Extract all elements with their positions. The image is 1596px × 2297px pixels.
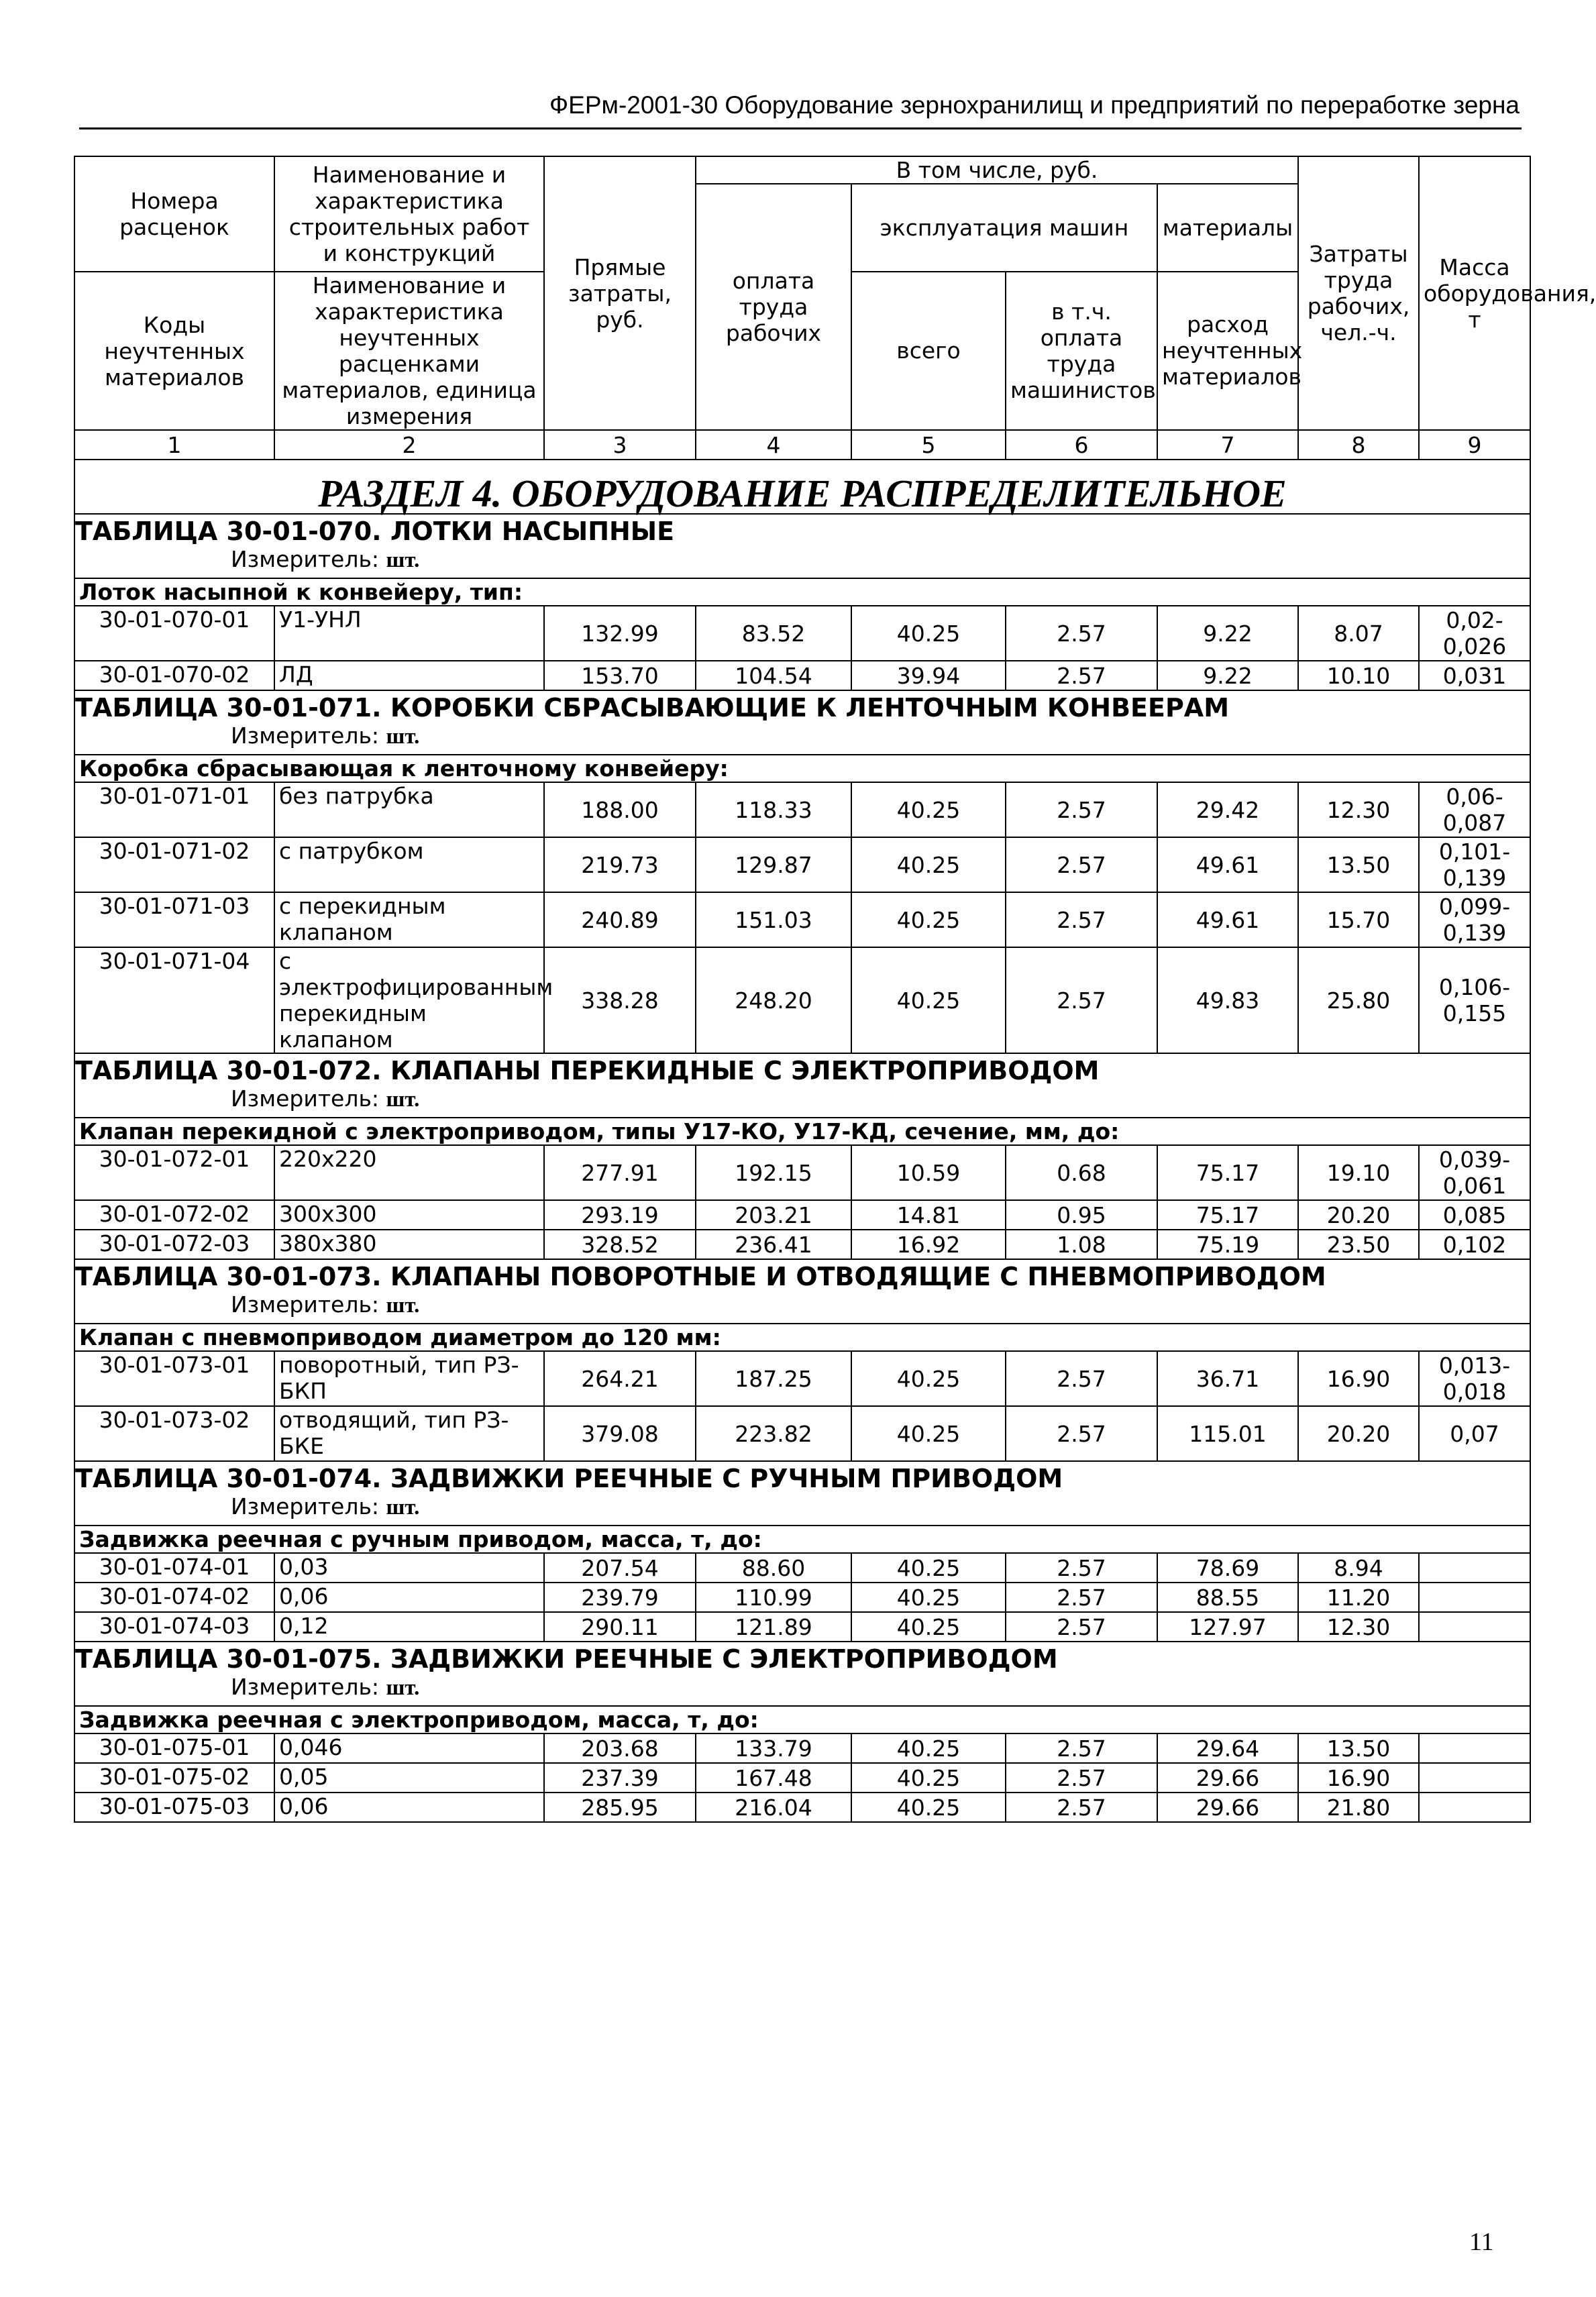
rates-table (74, 156, 1596, 1823)
labor-hours: 15.70 (1298, 892, 1419, 947)
work-description: 0,06 (274, 1793, 544, 1822)
column-number: 7 (1157, 430, 1298, 460)
direct-costs: 264.21 (544, 1351, 696, 1406)
labor-hours: 23.50 (1298, 1230, 1419, 1259)
direct-costs: 240.89 (544, 892, 696, 947)
materials-cost: 75.17 (1157, 1145, 1298, 1200)
machines-total: 40.25 (851, 1763, 1006, 1793)
machines-total: 10.59 (851, 1145, 1006, 1200)
direct-costs: 207.54 (544, 1553, 696, 1583)
col-direct-costs-header: Прямые затраты, руб. (544, 156, 696, 430)
labor-hours: 11.20 (1298, 1583, 1419, 1612)
direct-costs: 188.00 (544, 782, 696, 837)
rate-code: 30-01-075-01 (74, 1733, 274, 1763)
table-title: ТАБЛИЦА 30-01-074. ЗАДВИЖКИ РЕЕЧНЫЕ С РУЧНЫМ ПРИВОДОМ (75, 1464, 1063, 1493)
worker-wages: 203.21 (696, 1200, 851, 1230)
table-row (74, 947, 1530, 1053)
table-row (74, 1200, 1530, 1230)
machines-total: 40.25 (851, 947, 1006, 1053)
equipment-mass: 0,101-0,139 (1419, 837, 1530, 892)
measure-unit: шт. (386, 1495, 420, 1519)
labor-hours: 20.20 (1298, 1406, 1419, 1461)
labor-hours: 25.80 (1298, 947, 1419, 1053)
col-codes-header: Номера расценок (74, 156, 274, 272)
table-row (74, 782, 1530, 837)
table-measure (75, 1084, 1530, 1117)
equipment-mass: 0,06-0,087 (1419, 782, 1530, 837)
direct-costs: 379.08 (544, 1406, 696, 1461)
column-number: 4 (696, 430, 851, 460)
table-row (74, 1351, 1530, 1406)
table-measure (75, 1290, 1530, 1323)
table-row (74, 1763, 1530, 1793)
rate-code: 30-01-073-02 (74, 1406, 274, 1461)
header-rule (79, 127, 1522, 129)
equipment-mass: 0,099-0,139 (1419, 892, 1530, 947)
measure-label: Измеритель: (231, 1085, 380, 1112)
worker-wages: 248.20 (696, 947, 851, 1053)
machinist-wages: 2.57 (1006, 1351, 1157, 1406)
materials-cost: 29.66 (1157, 1793, 1298, 1822)
machinist-wages: 2.57 (1006, 1553, 1157, 1583)
work-description: поворотный, тип РЗ-БКП (274, 1351, 544, 1406)
rate-code: 30-01-072-01 (74, 1145, 274, 1200)
equipment-mass: 0,085 (1419, 1200, 1530, 1230)
equipment-mass (1419, 1612, 1530, 1642)
measure-label: Измеритель: (231, 723, 380, 749)
machinist-wages: 2.57 (1006, 892, 1157, 947)
rate-code: 30-01-073-01 (74, 1351, 274, 1406)
worker-wages: 110.99 (696, 1583, 851, 1612)
machines-total: 40.25 (851, 1406, 1006, 1461)
worker-wages: 121.89 (696, 1612, 851, 1642)
col-machines-header: эксплуатация машин (851, 184, 1157, 272)
materials-cost: 75.17 (1157, 1200, 1298, 1230)
table-row (74, 1733, 1530, 1763)
labor-hours: 19.10 (1298, 1145, 1419, 1200)
labor-hours: 8.94 (1298, 1553, 1419, 1583)
column-number: 6 (1006, 430, 1157, 460)
work-description: 0,12 (274, 1612, 544, 1642)
labor-hours: 12.30 (1298, 782, 1419, 837)
materials-cost: 49.83 (1157, 947, 1298, 1053)
direct-costs: 290.11 (544, 1612, 696, 1642)
direct-costs: 338.28 (544, 947, 696, 1053)
column-number: 8 (1298, 430, 1419, 460)
col-material-codes-header: Коды неучтенных материалов (74, 272, 274, 430)
machines-total: 39.94 (851, 661, 1006, 690)
work-description: отводящий, тип РЗ-БКЕ (274, 1406, 544, 1461)
equipment-mass (1419, 1583, 1530, 1612)
machines-total: 40.25 (851, 1612, 1006, 1642)
labor-hours: 8.07 (1298, 606, 1419, 661)
group-heading: Коробка сбрасывающая к ленточному конвейеру: (79, 755, 729, 782)
column-number: 9 (1419, 430, 1530, 460)
machines-total: 40.25 (851, 606, 1006, 661)
work-description: с патрубком (274, 837, 544, 892)
worker-wages: 192.15 (696, 1145, 851, 1200)
group-heading: Клапан перекидной с электроприводом, типы У17-КО, У17-КД, сечение, мм, до: (79, 1118, 1120, 1144)
machinist-wages: 2.57 (1006, 1763, 1157, 1793)
table-title: ТАБЛИЦА 30-01-075. ЗАДВИЖКИ РЕЕЧНЫЕ С ЭЛЕКТРОПРИВОДОМ (75, 1644, 1058, 1674)
table-title: ТАБЛИЦА 30-01-073. КЛАПАНЫ ПОВОРОТНЫЕ И ОТВОДЯЩИЕ С ПНЕВМОПРИВОДОМ (75, 1262, 1326, 1291)
work-description: 0,046 (274, 1733, 544, 1763)
measure-unit: шт. (386, 1087, 420, 1112)
labor-hours: 10.10 (1298, 661, 1419, 690)
materials-cost: 115.01 (1157, 1406, 1298, 1461)
work-description: с перекидным клапаном (274, 892, 544, 947)
labor-hours: 21.80 (1298, 1793, 1419, 1822)
work-description: 220х220 (274, 1145, 544, 1200)
worker-wages: 216.04 (696, 1793, 851, 1822)
direct-costs: 219.73 (544, 837, 696, 892)
labor-hours: 13.50 (1298, 837, 1419, 892)
machinist-wages: 2.57 (1006, 1793, 1157, 1822)
col-including-header: В том числе, руб. (696, 156, 1298, 184)
worker-wages: 83.52 (696, 606, 851, 661)
direct-costs: 153.70 (544, 661, 696, 690)
table-title: ТАБЛИЦА 30-01-071. КОРОБКИ СБРАСЫВАЮЩИЕ К ЛЕНТОЧНЫМ КОНВЕЕРАМ (75, 693, 1230, 723)
labor-hours: 16.90 (1298, 1763, 1419, 1793)
machinist-wages: 2.57 (1006, 1583, 1157, 1612)
worker-wages: 133.79 (696, 1733, 851, 1763)
table-title: ТАБЛИЦА 30-01-070. ЛОТКИ НАСЫПНЫЕ (75, 517, 675, 546)
machines-total: 40.25 (851, 1733, 1006, 1763)
direct-costs: 237.39 (544, 1763, 696, 1793)
table-row (74, 1145, 1530, 1200)
machinist-wages: 2.57 (1006, 1406, 1157, 1461)
work-description: без патрубка (274, 782, 544, 837)
rate-code: 30-01-071-04 (74, 947, 274, 1053)
labor-hours: 12.30 (1298, 1612, 1419, 1642)
materials-cost: 78.69 (1157, 1553, 1298, 1583)
rate-code: 30-01-070-02 (74, 661, 274, 690)
materials-cost: 49.61 (1157, 892, 1298, 947)
machines-total: 40.25 (851, 1583, 1006, 1612)
machines-total: 40.25 (851, 1351, 1006, 1406)
table-row (74, 892, 1530, 947)
measure-unit: шт. (386, 548, 420, 572)
direct-costs: 239.79 (544, 1583, 696, 1612)
machinist-wages: 2.57 (1006, 947, 1157, 1053)
table-row (74, 1793, 1530, 1822)
direct-costs: 293.19 (544, 1200, 696, 1230)
work-description: с электрофицированным перекидным клапаном (274, 947, 544, 1053)
table-row (74, 1553, 1530, 1583)
col-labor-header: Затраты труда рабочих, чел.-ч. (1298, 156, 1419, 430)
machinist-wages: 2.57 (1006, 1612, 1157, 1642)
machines-total: 40.25 (851, 837, 1006, 892)
measure-label: Измеритель: (231, 1674, 380, 1700)
section-title: РАЗДЕЛ 4. ОБОРУДОВАНИЕ РАСПРЕДЕЛИТЕЛЬНОЕ (318, 472, 1287, 515)
column-number: 3 (544, 430, 696, 460)
measure-unit: шт. (386, 725, 420, 749)
labor-hours: 20.20 (1298, 1200, 1419, 1230)
machines-total: 40.25 (851, 1793, 1006, 1822)
labor-hours: 13.50 (1298, 1733, 1419, 1763)
worker-wages: 104.54 (696, 661, 851, 690)
table-row (74, 1406, 1530, 1461)
work-description: 0,03 (274, 1553, 544, 1583)
machinist-wages: 0.68 (1006, 1145, 1157, 1200)
machinist-wages: 0.95 (1006, 1200, 1157, 1230)
machinist-wages: 1.08 (1006, 1230, 1157, 1259)
direct-costs: 132.99 (544, 606, 696, 661)
col-unaccounted-materials-header: расход неучтенных материалов (1157, 272, 1298, 431)
work-description: 0,05 (274, 1763, 544, 1793)
col-wages-header: оплата труда рабочих (696, 184, 851, 430)
direct-costs: 285.95 (544, 1793, 696, 1822)
worker-wages: 129.87 (696, 837, 851, 892)
table-row (74, 837, 1530, 892)
page-number: 11 (1469, 2228, 1494, 2256)
materials-cost: 127.97 (1157, 1612, 1298, 1642)
column-number: 5 (851, 430, 1006, 460)
labor-hours: 16.90 (1298, 1351, 1419, 1406)
worker-wages: 187.25 (696, 1351, 851, 1406)
rate-code: 30-01-070-01 (74, 606, 274, 661)
table-row (74, 1583, 1530, 1612)
table-measure (75, 1492, 1530, 1525)
equipment-mass: 0,102 (1419, 1230, 1530, 1259)
equipment-mass (1419, 1733, 1530, 1763)
equipment-mass: 0,039-0,061 (1419, 1145, 1530, 1200)
table-row (74, 606, 1530, 661)
worker-wages: 118.33 (696, 782, 851, 837)
group-heading: Задвижка реечная с электроприводом, масса, т, до: (79, 1707, 759, 1733)
equipment-mass: 0,031 (1419, 661, 1530, 690)
machinist-wages: 2.57 (1006, 661, 1157, 690)
materials-cost: 36.71 (1157, 1351, 1298, 1406)
column-number: 1 (74, 430, 274, 460)
materials-cost: 29.66 (1157, 1763, 1298, 1793)
table-title: ТАБЛИЦА 30-01-072. КЛАПАНЫ ПЕРЕКИДНЫЕ С ЭЛЕКТРОПРИВОДОМ (75, 1056, 1100, 1085)
materials-cost: 75.19 (1157, 1230, 1298, 1259)
group-heading: Задвижка реечная с ручным приводом, масса, т, до: (79, 1526, 762, 1552)
col-material-name-header: Наименование и характеристика неучтенных расценками материалов, единица измерения (274, 272, 544, 430)
worker-wages: 151.03 (696, 892, 851, 947)
col-materials-header: материалы (1157, 184, 1298, 272)
worker-wages: 236.41 (696, 1230, 851, 1259)
machinist-wages: 2.57 (1006, 606, 1157, 661)
rate-code: 30-01-072-02 (74, 1200, 274, 1230)
measure-unit: шт. (386, 1293, 420, 1318)
work-description: 0,06 (274, 1583, 544, 1612)
materials-cost: 49.61 (1157, 837, 1298, 892)
machines-total: 14.81 (851, 1200, 1006, 1230)
direct-costs: 203.68 (544, 1733, 696, 1763)
materials-cost: 88.55 (1157, 1583, 1298, 1612)
rate-code: 30-01-071-03 (74, 892, 274, 947)
rate-code: 30-01-074-03 (74, 1612, 274, 1642)
group-heading: Клапан с пневмоприводом диаметром до 120 мм: (79, 1324, 721, 1350)
direct-costs: 328.52 (544, 1230, 696, 1259)
table-row (74, 1612, 1530, 1642)
machinist-wages: 2.57 (1006, 782, 1157, 837)
equipment-mass (1419, 1793, 1530, 1822)
equipment-mass (1419, 1763, 1530, 1793)
machines-total: 40.25 (851, 892, 1006, 947)
direct-costs: 277.91 (544, 1145, 696, 1200)
worker-wages: 88.60 (696, 1553, 851, 1583)
measure-unit: шт. (386, 1676, 420, 1700)
worker-wages: 223.82 (696, 1406, 851, 1461)
col-mass-header: Масса оборудования, т (1419, 156, 1530, 430)
work-description: ЛД (274, 661, 544, 690)
col-machinist-wages-header: в т.ч. оплата труда машинистов (1006, 272, 1157, 431)
materials-cost: 29.42 (1157, 782, 1298, 837)
rate-code: 30-01-075-03 (74, 1793, 274, 1822)
measure-label: Измеритель: (231, 546, 380, 572)
materials-cost: 29.64 (1157, 1733, 1298, 1763)
work-description: 300х300 (274, 1200, 544, 1230)
equipment-mass: 0,07 (1419, 1406, 1530, 1461)
table-row (74, 1230, 1530, 1259)
rate-code: 30-01-074-01 (74, 1553, 274, 1583)
col-name-header: Наименование и характеристика строительных работ и конструкций (274, 156, 544, 272)
rate-code: 30-01-072-03 (74, 1230, 274, 1259)
machinist-wages: 2.57 (1006, 837, 1157, 892)
work-description: 380х380 (274, 1230, 544, 1259)
group-heading: Лоток насыпной к конвейеру, тип: (79, 579, 523, 605)
rate-code: 30-01-074-02 (74, 1583, 274, 1612)
machines-total: 40.25 (851, 1553, 1006, 1583)
table-measure (75, 545, 1530, 578)
materials-cost: 9.22 (1157, 661, 1298, 690)
measure-label: Измеритель: (231, 1493, 380, 1519)
worker-wages: 167.48 (696, 1763, 851, 1793)
table-measure (75, 1672, 1530, 1705)
work-description: У1-УНЛ (274, 606, 544, 661)
table-row (74, 661, 1530, 690)
col-machines-total-header: всего (851, 272, 1006, 431)
column-number: 2 (274, 430, 544, 460)
machines-total: 40.25 (851, 782, 1006, 837)
table-measure (75, 721, 1530, 754)
page-header: ФЕРм-2001-30 Оборудование зернохранилищ и предприятий по переработке зерна (549, 91, 1520, 119)
measure-label: Измеритель: (231, 1291, 380, 1318)
materials-cost: 9.22 (1157, 606, 1298, 661)
rate-code: 30-01-075-02 (74, 1763, 274, 1793)
machinist-wages: 2.57 (1006, 1733, 1157, 1763)
machines-total: 16.92 (851, 1230, 1006, 1259)
rate-code: 30-01-071-01 (74, 782, 274, 837)
equipment-mass: 0,013-0,018 (1419, 1351, 1530, 1406)
equipment-mass: 0,02-0,026 (1419, 606, 1530, 661)
equipment-mass: 0,106-0,155 (1419, 947, 1530, 1053)
equipment-mass (1419, 1553, 1530, 1583)
rate-code: 30-01-071-02 (74, 837, 274, 892)
